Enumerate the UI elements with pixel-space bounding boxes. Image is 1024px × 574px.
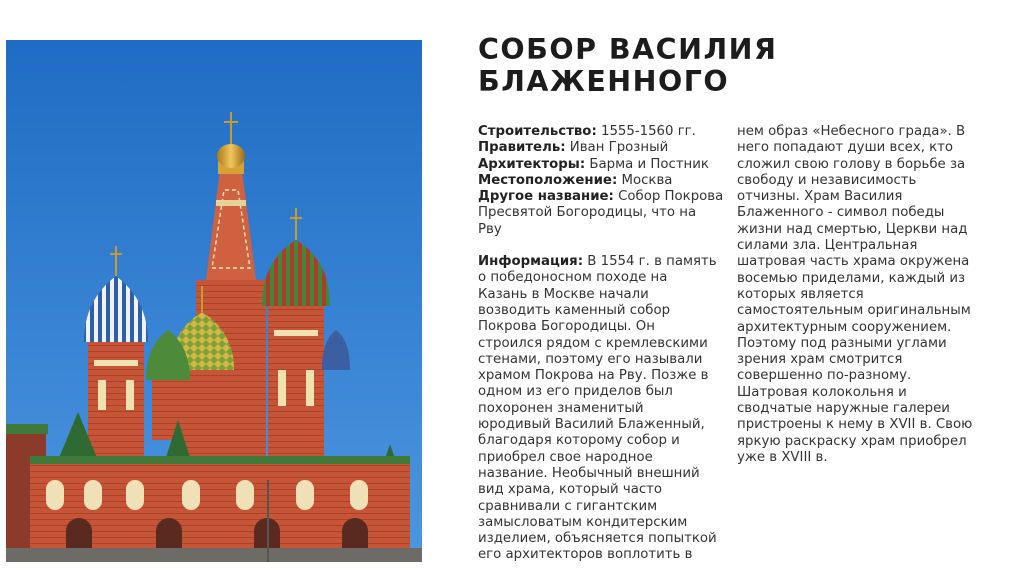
- info-text-line: свободу и независимость: [737, 172, 917, 188]
- info-first-text: В 1554 г. в память: [583, 254, 717, 270]
- fact-location: [478, 173, 722, 189]
- fact-value: Москва: [617, 172, 673, 188]
- info-text-line: восемью приделами, каждый из: [737, 270, 966, 286]
- fact-label: Другое название:: [478, 189, 614, 205]
- info-text-line: Блаженного - символ победы: [737, 205, 945, 221]
- info-text-line: храмом Покрова на Рву. Позже в: [478, 368, 709, 384]
- info-text-line: зрения храм смотрится: [737, 352, 903, 368]
- title-line-1: СОБОР ВАСИЛИЯ: [478, 33, 778, 66]
- info-text-line: строился рядом с кремлевскими: [478, 335, 708, 351]
- info-text-line: о победоносном походе на: [478, 270, 668, 286]
- fact-other-name-cont: Рву: [478, 221, 502, 237]
- info-text-line: сводчатые наружные галереи: [737, 401, 950, 417]
- cathedral-photo: [6, 40, 422, 562]
- info-text-line: нем образ «Небесного града». В: [737, 124, 966, 139]
- info-first-line: [478, 254, 722, 270]
- info-text-line: шатровая часть храма окружена: [737, 254, 970, 270]
- info-text-line: приобрел свое народное: [478, 449, 653, 465]
- fact-ruler: [478, 140, 722, 156]
- info-text-line: Казань в Москве начали: [478, 286, 649, 302]
- info-text-line: похоронен знаменитый: [478, 400, 644, 416]
- info-text-line: замысловатым кондитерским: [478, 514, 688, 530]
- page-title: [478, 34, 998, 98]
- fact-label: Строительство:: [478, 124, 597, 139]
- info-text-line: уже в XVIII в.: [737, 449, 828, 465]
- fact-value: Собор Покрова: [613, 189, 724, 205]
- info-text-line: отчизны. Храм Василия: [737, 189, 903, 205]
- title-line-2: БЛАЖЕННОГО: [478, 65, 730, 98]
- info-text-line: сложил свою голову в борьбе за: [737, 156, 966, 172]
- facts-column: [478, 124, 722, 564]
- fact-label: Правитель:: [478, 140, 566, 156]
- info-text-line: архитектурным сооружением.: [737, 319, 952, 335]
- fact-value: 1555-1560 гг.: [596, 124, 696, 139]
- fact-label: Архитекторы:: [478, 156, 586, 172]
- info-text-line: совершенно по-разному.: [737, 368, 912, 384]
- fact-value: Барма и Постник: [585, 156, 709, 172]
- fact-architects: [478, 157, 722, 173]
- info-text-line: жизни над смертью, Церкви над: [737, 221, 968, 237]
- info-text-line: Поэтому под разными углами: [737, 335, 947, 351]
- info-text-line: вид храма, который часто: [478, 482, 663, 498]
- fact-construction: [478, 124, 722, 140]
- info-text-line: силами зла. Центральная: [737, 238, 918, 254]
- cathedral-illustration: [6, 40, 422, 562]
- fact-other-name-cont: Пресвятой Богородицы, что на: [478, 205, 697, 221]
- info-text-line: стенами, поэтому его называли: [478, 351, 703, 367]
- info-text-line: него попадают души всех, кто: [737, 140, 954, 156]
- info-text-line: одном из его приделов был: [478, 384, 673, 400]
- spacer: [478, 238, 722, 254]
- info-text-line: благодаря которому собор и: [478, 433, 680, 449]
- info-text-line: Покрова Богородицы. Он: [478, 319, 655, 335]
- info-text-line: пристроены к нему в XVII в. Свою: [737, 417, 973, 433]
- info-text-line: изделием, объясняется попыткой: [478, 531, 717, 547]
- info-text-line: Шатровая колокольня и: [737, 384, 907, 400]
- info-text-right: [737, 124, 989, 466]
- info-text-right-lines: [737, 124, 989, 466]
- info-text-line: которых является: [737, 286, 864, 302]
- fact-other-name: [478, 189, 722, 205]
- fact-label: Местоположение:: [478, 172, 618, 188]
- info-text-line: самостоятельным оригинальным: [737, 303, 971, 319]
- info-label: Информация:: [478, 254, 584, 270]
- info-text-left: [478, 270, 722, 563]
- info-text-line: название. Необычный внешний: [478, 465, 700, 481]
- info-text-line: его архитекторов воплотить в: [478, 547, 693, 563]
- info-text-line: юродивый Василий Блаженный,: [478, 417, 705, 433]
- info-text-line: сравнивали с гигантским: [478, 498, 658, 514]
- info-text-line: возводить каменный собор: [478, 302, 671, 318]
- fact-value: Иван Грозный: [565, 140, 669, 156]
- info-text-line: яркую раскраску храм приобрел: [737, 433, 967, 449]
